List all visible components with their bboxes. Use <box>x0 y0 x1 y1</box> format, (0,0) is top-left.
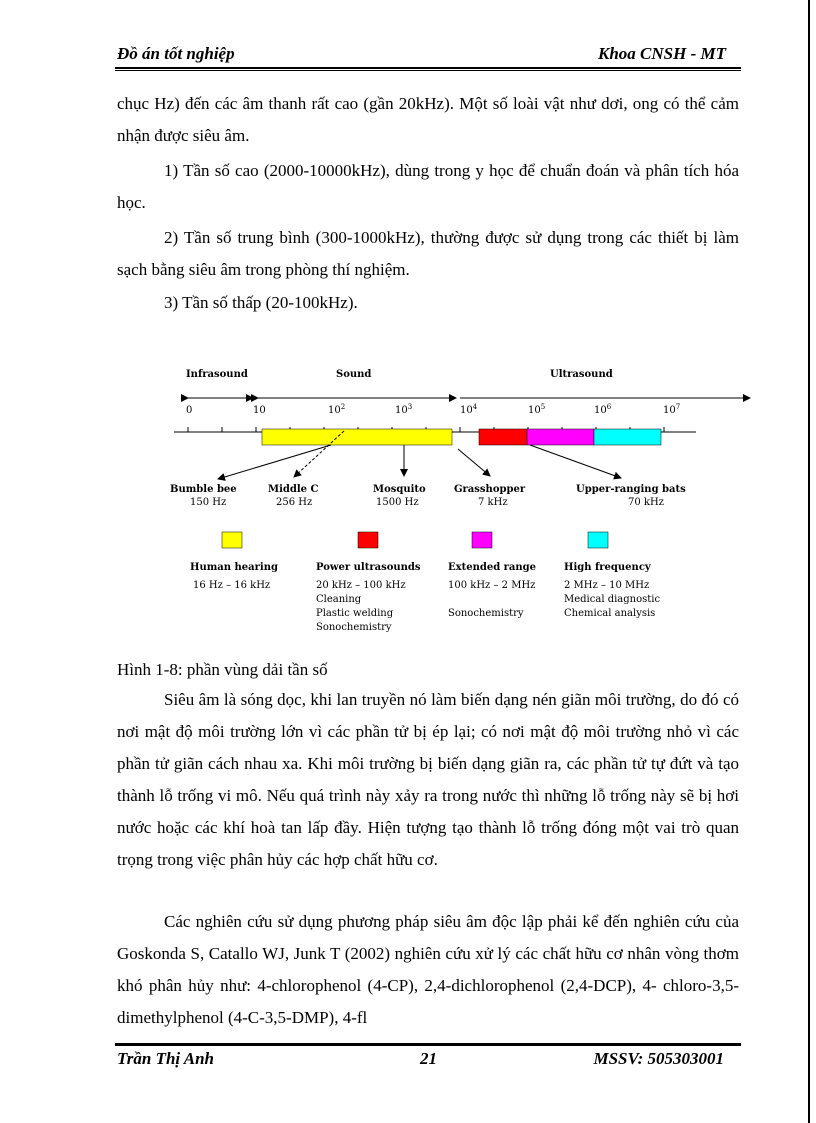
legend-swatch <box>222 532 242 548</box>
header-left: Đồ án tốt nghiệp <box>117 44 235 63</box>
legend-title: Extended range <box>448 562 537 573</box>
pointer-bats <box>530 445 621 478</box>
region-ultrasound: Ultrasound <box>550 369 613 380</box>
legend-title: High frequency <box>564 562 651 573</box>
page-edge-line <box>808 0 810 1123</box>
legend-line: 16 Hz – 16 kHz <box>193 580 271 591</box>
paragraph-2: 1) Tần số cao (2000-10000kHz), dùng trong y học để chuẩn đoán và phân tích hóa học. <box>117 161 739 212</box>
band-extended-range <box>527 429 594 445</box>
paragraph-3: 2) Tần số trung bình (300-1000kHz), thường được sử dụng trong các thiết bị làm sạch bằng siêu âm trong phòng thí nghiệm. <box>117 228 739 279</box>
legend-line: Sonochemistry <box>448 608 524 619</box>
animal-freq: 256 Hz <box>276 497 313 508</box>
scale-label: 10 <box>253 405 266 416</box>
figure-caption: Hình 1-8: phần vùng dải tần số <box>117 660 328 679</box>
legend-line: Cleaning <box>316 594 362 605</box>
pointer-bumble-bee <box>218 445 331 479</box>
legend-line: Sonochemistry <box>316 622 392 633</box>
footer-rule <box>115 1043 741 1046</box>
band-human-hearing <box>262 429 452 445</box>
legend-title: Human hearing <box>190 562 278 573</box>
legend-line: Plastic welding <box>316 608 394 619</box>
legend-line: Medical diagnostic <box>564 594 661 605</box>
region-infrasound: Infrasound <box>186 369 248 380</box>
scale-label: $10^7$ <box>663 403 681 416</box>
paragraph-5: Siêu âm là sóng dọc, khi lan truyền nó làm biến dạng nén giãn môi trường, do đó có nơi mật độ môi trường lớn vì các phần tử bị ép lại; có nơi mật độ môi trường nhỏ vì các phần tử giãn cách nhau xa. Khi môi trường bị biến dạng giãn ra, các phần tử tự đứt và tạo thành lỗ trống vi mô. Nếu quá trình này xảy ra trong nước thì những lỗ trống này sẽ bị hơi nước hoặc các khí hoà tan lấp đầy. Hiện tượng tạo thành lỗ trống đóng một vai trò quan trọng trong việc phân hủy các hợp chất hữu cơ. <box>117 690 739 869</box>
scale-label: $10^2$ <box>328 403 346 416</box>
header-rule <box>115 67 741 69</box>
header-right: Khoa CNSH - MT <box>598 44 726 63</box>
scale-label: $10^4$ <box>460 403 478 416</box>
footer-page-number: 21 <box>420 1049 437 1068</box>
animal-name: Mosquito <box>373 484 426 495</box>
animal-name: Upper-ranging bats <box>576 484 686 495</box>
animal-freq: 7 kHz <box>478 497 508 508</box>
footer-author: Trần Thị Anh <box>117 1049 215 1068</box>
paragraph-6: Các nghiên cứu sử dụng phương pháp siêu âm độc lập phải kể đến nghiên cứu của Goskonda S, Catallo WJ, Junk T (2002) nghiên cứu xử lý các chất hữu cơ nhân vòng thơm khó phân hủy như: 4-chlorophenol (4-CP), 2,4-dichlorophenol (2,4-DCP), 4- chloro-3,5-dimethylphenol (4-C-3,5-DMP), 4-fl <box>117 912 739 1027</box>
legend-line: Chemical analysis <box>564 608 656 619</box>
legend-swatch <box>588 532 608 548</box>
paragraph-4: 3) Tần số thấp (20-100kHz). <box>164 293 358 312</box>
animal-freq: 1500 Hz <box>376 497 419 508</box>
animal-freq: 150 Hz <box>190 497 227 508</box>
animal-name: Bumble bee <box>170 484 237 495</box>
legend-swatch <box>358 532 378 548</box>
frequency-diagram <box>160 352 760 652</box>
scale-label: 0 <box>186 405 193 416</box>
footer-student-id: MSSV: 505303001 <box>593 1049 724 1068</box>
pointer-grasshopper <box>458 449 490 476</box>
header-rule-thin <box>115 70 741 71</box>
legend-line: 100 kHz – 2 MHz <box>448 580 536 591</box>
animal-name: Middle C <box>268 484 319 495</box>
band-high-frequency <box>594 429 661 445</box>
paragraph-1: chục Hz) đến các âm thanh rất cao (gần 20kHz). Một số loài vật như dơi, ong có thể cảm nhận được siêu âm. <box>117 94 739 145</box>
animal-freq: 70 kHz <box>628 497 664 508</box>
legend-line: 20 kHz – 100 kHz <box>316 580 406 591</box>
scale-label: $10^3$ <box>395 403 413 416</box>
animal-name: Grasshopper <box>454 484 526 495</box>
scale-label: $10^5$ <box>528 403 546 416</box>
legend-title: Power ultrasounds <box>316 562 421 573</box>
legend-line: 2 MHz – 10 MHz <box>564 580 650 591</box>
region-sound: Sound <box>336 369 372 380</box>
legend-swatch <box>472 532 492 548</box>
band-power-ultrasound <box>479 429 527 445</box>
scale-label: $10^6$ <box>594 403 612 416</box>
